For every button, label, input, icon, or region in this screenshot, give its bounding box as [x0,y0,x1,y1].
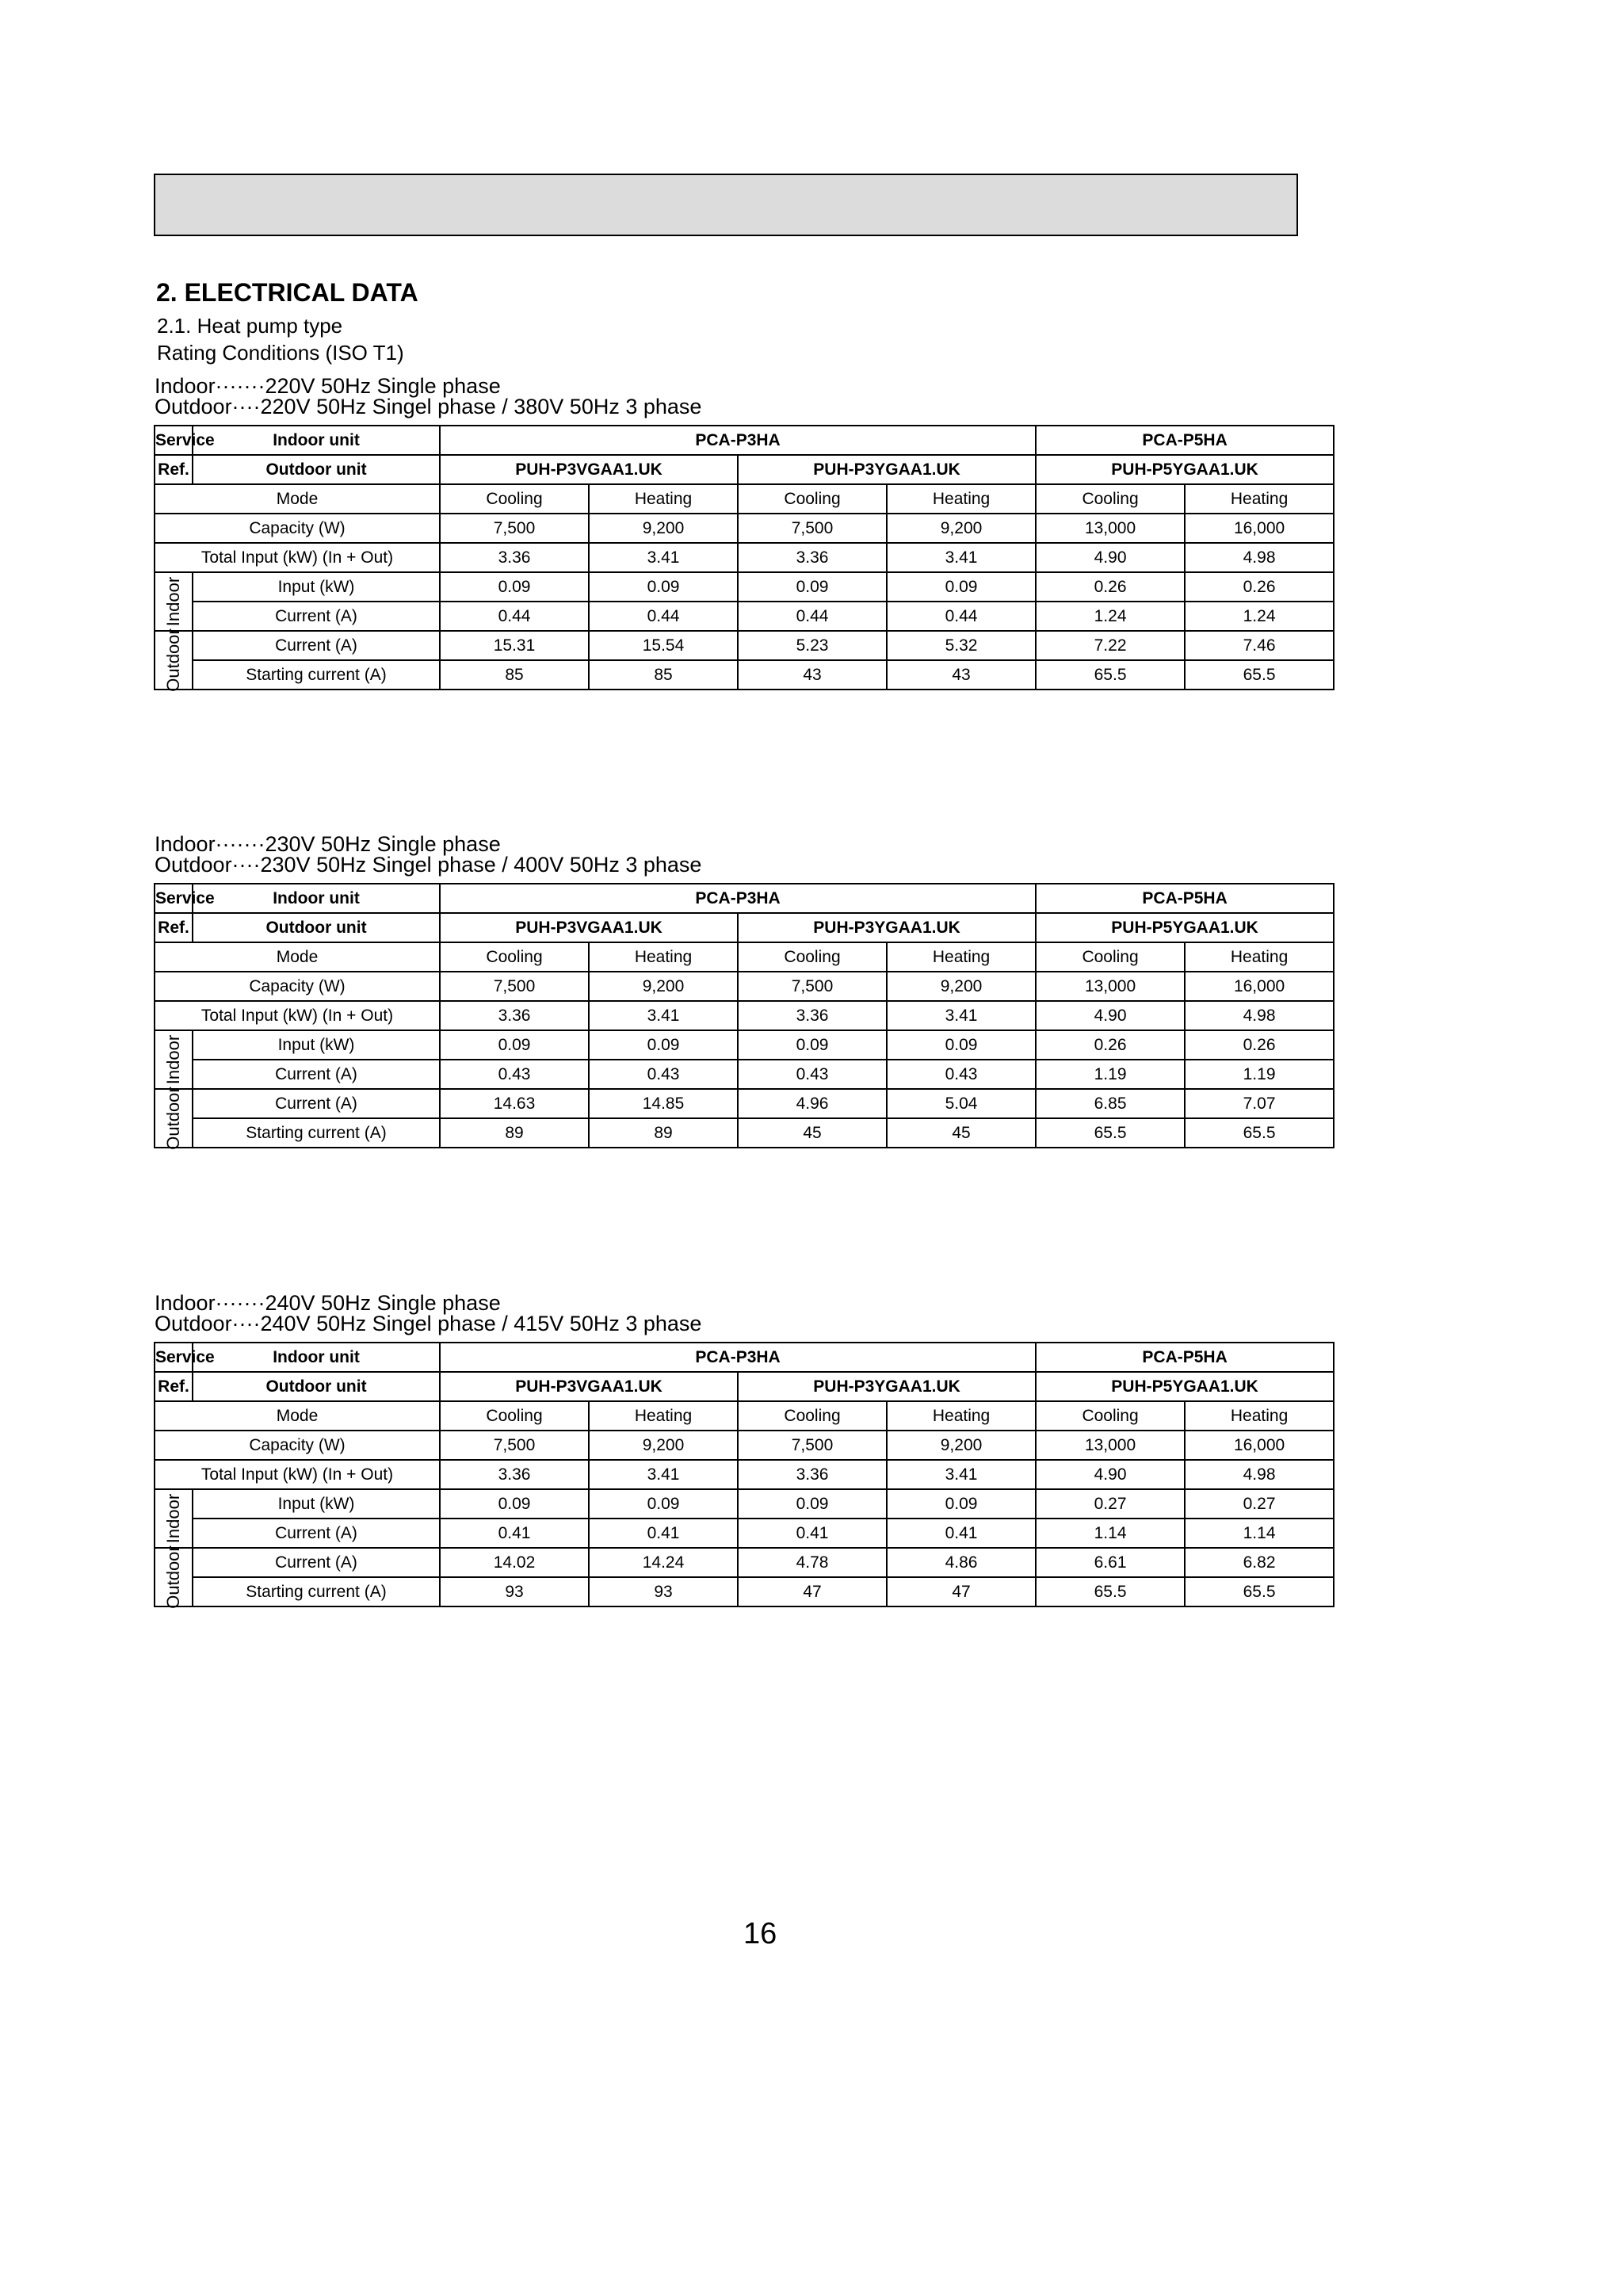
value-cell: 45 [738,1118,887,1148]
value-cell: 1.19 [1185,1060,1334,1089]
indoor-side-label [155,1489,193,1548]
value-cell: 9,200 [589,972,738,1001]
indoor-condition: Indoor·······220V 50Hz Single phase [155,374,501,398]
total-input-row [155,1001,1334,1030]
outdoor-condition: Outdoor····220V 50Hz Singel phase / 380V 50Hz 3 phase [155,395,702,418]
mode-row [155,942,1334,972]
value-cell: 4.96 [738,1089,887,1118]
value-cell: 1.14 [1185,1519,1334,1548]
electrical-data-table [154,1342,1335,1607]
value-cell: 7,500 [738,972,887,1001]
value-cell: 16,000 [1185,514,1334,543]
mode-cell: Heating [887,484,1036,514]
value-cell: 0.09 [738,1030,887,1060]
ref-label: Ref. [155,913,193,942]
indoor-side-text: Indoor [163,1034,183,1085]
capacity-row [155,1431,1334,1460]
value-cell: 1.24 [1036,602,1185,631]
ref-label: Ref. [155,1372,193,1401]
value-cell: 0.09 [440,1489,589,1519]
indoor-current-row-label: Current (A) [193,1060,440,1089]
value-cell: 3.41 [887,1460,1036,1489]
value-cell: 15.31 [440,631,589,660]
page-number: 16 [743,1917,777,1950]
starting-current-row-label: Starting current (A) [193,1118,440,1148]
value-cell: 9,200 [887,1431,1036,1460]
rating-condition-block [155,376,701,417]
value-cell: 7,500 [440,514,589,543]
value-cell: 6.61 [1036,1548,1185,1577]
value-cell: 5.32 [887,631,1036,660]
value-cell: 0.41 [738,1519,887,1548]
value-cell: 0.43 [589,1060,738,1089]
outdoor-unit-row [155,455,1334,484]
value-cell: 0.41 [440,1519,589,1548]
value-cell: 0.27 [1036,1489,1185,1519]
total-input-row-label: Total Input (kW) (In + Out) [155,543,440,572]
electrical-data-table [154,883,1335,1148]
outdoor-current-row [155,1548,1334,1577]
mode-cell: Cooling [738,1401,887,1431]
value-cell: 0.09 [589,572,738,602]
value-cell: 89 [589,1118,738,1148]
section-title: 2. ELECTRICAL DATA [156,278,418,307]
value-cell: 89 [440,1118,589,1148]
indoor-side-label [155,1030,193,1089]
value-cell: 0.26 [1185,1030,1334,1060]
outdoor-unit-row [155,913,1334,942]
outdoor-model: PUH-P3YGAA1.UK [738,1372,1036,1401]
outdoor-side-label [155,1089,193,1148]
value-cell: 3.36 [440,1001,589,1030]
outdoor-model: PUH-P5YGAA1.UK [1036,1372,1334,1401]
value-cell: 4.86 [887,1548,1036,1577]
outdoor-model: PUH-P3VGAA1.UK [440,913,738,942]
value-cell: 47 [887,1577,1036,1606]
starting-current-row [155,1577,1334,1606]
value-cell: 4.98 [1185,543,1334,572]
value-cell: 5.04 [887,1089,1036,1118]
starting-current-row [155,1118,1334,1148]
indoor-current-row [155,1060,1334,1089]
value-cell: 1.19 [1036,1060,1185,1089]
value-cell: 93 [440,1577,589,1606]
rating-condition-block [155,834,701,875]
value-cell: 15.54 [589,631,738,660]
total-input-row-label: Total Input (kW) (In + Out) [155,1001,440,1030]
value-cell: 0.09 [589,1489,738,1519]
mode-cell: Heating [1185,1401,1334,1431]
value-cell: 65.5 [1036,1118,1185,1148]
total-input-row [155,543,1334,572]
indoor-side-text: Indoor [163,1493,183,1544]
value-cell: 65.5 [1185,1577,1334,1606]
value-cell: 0.44 [440,602,589,631]
outdoor-current-row-label: Current (A) [193,631,440,660]
mode-cell: Cooling [440,942,589,972]
value-cell: 3.36 [440,1460,589,1489]
service-label: Service [155,884,193,913]
value-cell: 9,200 [589,514,738,543]
total-input-row [155,1460,1334,1489]
service-label: Service [155,426,193,455]
outdoor-unit-label: Outdoor unit [193,1372,440,1401]
outdoor-model: PUH-P5YGAA1.UK [1036,913,1334,942]
value-cell: 14.85 [589,1089,738,1118]
mode-label: Mode [155,1401,440,1431]
service-label: Service [155,1343,193,1372]
value-cell: 85 [589,660,738,690]
indoor-unit-row [155,884,1334,913]
indoor-input-row-label: Input (kW) [193,1030,440,1060]
value-cell: 7.22 [1036,631,1185,660]
outdoor-side-label [155,1545,193,1609]
capacity-row [155,972,1334,1001]
value-cell: 0.26 [1036,572,1185,602]
value-cell: 0.27 [1185,1489,1334,1519]
value-cell: 0.41 [589,1519,738,1548]
value-cell: 0.09 [738,572,887,602]
value-cell: 0.09 [887,1489,1036,1519]
rating-condition-block [155,1293,701,1334]
value-cell: 3.36 [738,1001,887,1030]
value-cell: 3.41 [589,1460,738,1489]
value-cell: 4.78 [738,1548,887,1577]
value-cell: 47 [738,1577,887,1606]
value-cell: 4.90 [1036,543,1185,572]
indoor-model: PCA-P5HA [1036,1343,1334,1372]
outdoor-unit-label: Outdoor unit [193,913,440,942]
value-cell: 16,000 [1185,1431,1334,1460]
value-cell: 7,500 [738,514,887,543]
value-cell: 7.07 [1185,1089,1334,1118]
outdoor-current-row-label: Current (A) [193,1548,440,1577]
value-cell: 0.26 [1036,1030,1185,1060]
indoor-model: PCA-P3HA [440,884,1036,913]
value-cell: 7,500 [440,1431,589,1460]
value-cell: 9,200 [589,1431,738,1460]
value-cell: 4.90 [1036,1460,1185,1489]
mode-cell: Cooling [738,942,887,972]
indoor-condition: Indoor·······230V 50Hz Single phase [155,832,501,856]
value-cell: 14.02 [440,1548,589,1577]
starting-current-row-label: Starting current (A) [193,660,440,690]
value-cell: 3.41 [589,543,738,572]
value-cell: 3.41 [887,1001,1036,1030]
indoor-current-row [155,602,1334,631]
value-cell: 6.82 [1185,1548,1334,1577]
value-cell: 3.36 [738,543,887,572]
indoor-unit-label: Indoor unit [193,1343,440,1372]
ref-label: Ref. [155,455,193,484]
mode-row [155,1401,1334,1431]
mode-row [155,484,1334,514]
value-cell: 65.5 [1036,1577,1185,1606]
value-cell: 0.43 [887,1060,1036,1089]
value-cell: 1.14 [1036,1519,1185,1548]
outdoor-model: PUH-P5YGAA1.UK [1036,455,1334,484]
indoor-input-row [155,1030,1334,1060]
indoor-unit-label: Indoor unit [193,884,440,913]
indoor-model: PCA-P5HA [1036,884,1334,913]
indoor-current-row [155,1519,1334,1548]
indoor-input-row-label: Input (kW) [193,572,440,602]
indoor-condition: Indoor·······240V 50Hz Single phase [155,1291,501,1315]
indoor-input-row-label: Input (kW) [193,1489,440,1519]
value-cell: 3.36 [738,1460,887,1489]
value-cell: 0.09 [440,572,589,602]
capacity-row [155,514,1334,543]
mode-cell: Cooling [440,484,589,514]
value-cell: 4.98 [1185,1460,1334,1489]
starting-current-row [155,660,1334,690]
capacity-row-label: Capacity (W) [155,1431,440,1460]
outdoor-model: PUH-P3YGAA1.UK [738,913,1036,942]
outdoor-current-row [155,631,1334,660]
outdoor-unit-row [155,1372,1334,1401]
outdoor-condition: Outdoor····240V 50Hz Singel phase / 415V 50Hz 3 phase [155,1312,702,1335]
value-cell: 43 [887,660,1036,690]
indoor-current-row-label: Current (A) [193,602,440,631]
value-cell: 7.46 [1185,631,1334,660]
indoor-input-row [155,1489,1334,1519]
value-cell: 0.44 [738,602,887,631]
value-cell: 43 [738,660,887,690]
value-cell: 14.24 [589,1548,738,1577]
value-cell: 16,000 [1185,972,1334,1001]
total-input-row-label: Total Input (kW) (In + Out) [155,1460,440,1489]
mode-cell: Cooling [738,484,887,514]
indoor-current-row-label: Current (A) [193,1519,440,1548]
electrical-data-table [154,425,1335,690]
value-cell: 0.26 [1185,572,1334,602]
mode-cell: Heating [887,1401,1036,1431]
outdoor-side-text: Outdoor [163,1545,183,1609]
value-cell: 9,200 [887,972,1036,1001]
outdoor-model: PUH-P3VGAA1.UK [440,1372,738,1401]
section-subtitle: 2.1. Heat pump type [157,314,343,338]
mode-cell: Heating [1185,484,1334,514]
indoor-unit-label: Indoor unit [193,426,440,455]
starting-current-row-label: Starting current (A) [193,1577,440,1606]
value-cell: 0.43 [738,1060,887,1089]
value-cell: 45 [887,1118,1036,1148]
indoor-input-row [155,572,1334,602]
mode-cell: Cooling [1036,484,1185,514]
mode-cell: Heating [589,1401,738,1431]
value-cell: 13,000 [1036,972,1185,1001]
mode-cell: Heating [589,942,738,972]
value-cell: 6.85 [1036,1089,1185,1118]
indoor-model: PCA-P5HA [1036,426,1334,455]
value-cell: 9,200 [887,514,1036,543]
indoor-model: PCA-P3HA [440,1343,1036,1372]
value-cell: 7,500 [738,1431,887,1460]
value-cell: 5.23 [738,631,887,660]
value-cell: 4.90 [1036,1001,1185,1030]
value-cell: 85 [440,660,589,690]
outdoor-side-text: Outdoor [163,628,183,692]
value-cell: 65.5 [1185,660,1334,690]
mode-cell: Heating [887,942,1036,972]
indoor-unit-row [155,1343,1334,1372]
value-cell: 13,000 [1036,1431,1185,1460]
mode-label: Mode [155,942,440,972]
value-cell: 0.09 [440,1030,589,1060]
value-cell: 3.36 [440,543,589,572]
outdoor-model: PUH-P3VGAA1.UK [440,455,738,484]
indoor-unit-row [155,426,1334,455]
rating-conditions: Rating Conditions (ISO T1) [157,341,404,365]
mode-cell: Cooling [440,1401,589,1431]
indoor-side-label [155,572,193,631]
value-cell: 14.63 [440,1089,589,1118]
outdoor-current-row-label: Current (A) [193,1089,440,1118]
value-cell: 0.09 [738,1489,887,1519]
value-cell: 7,500 [440,972,589,1001]
capacity-row-label: Capacity (W) [155,972,440,1001]
outdoor-side-text: Outdoor [163,1087,183,1150]
value-cell: 1.24 [1185,602,1334,631]
value-cell: 0.43 [440,1060,589,1089]
value-cell: 0.09 [887,572,1036,602]
indoor-side-text: Indoor [163,576,183,627]
mode-cell: Cooling [1036,942,1185,972]
mode-label: Mode [155,484,440,514]
outdoor-unit-label: Outdoor unit [193,455,440,484]
value-cell: 4.98 [1185,1001,1334,1030]
value-cell: 3.41 [887,543,1036,572]
value-cell: 0.09 [589,1030,738,1060]
outdoor-side-label [155,628,193,692]
value-cell: 0.41 [887,1519,1036,1548]
value-cell: 0.44 [589,602,738,631]
value-cell: 93 [589,1577,738,1606]
mode-cell: Heating [589,484,738,514]
indoor-model: PCA-P3HA [440,426,1036,455]
value-cell: 0.44 [887,602,1036,631]
value-cell: 0.09 [887,1030,1036,1060]
value-cell: 3.41 [589,1001,738,1030]
header-bar [154,174,1298,236]
mode-cell: Cooling [1036,1401,1185,1431]
value-cell: 65.5 [1036,660,1185,690]
value-cell: 13,000 [1036,514,1185,543]
outdoor-model: PUH-P3YGAA1.UK [738,455,1036,484]
capacity-row-label: Capacity (W) [155,514,440,543]
value-cell: 65.5 [1185,1118,1334,1148]
outdoor-condition: Outdoor····230V 50Hz Singel phase / 400V 50Hz 3 phase [155,853,702,877]
outdoor-current-row [155,1089,1334,1118]
mode-cell: Heating [1185,942,1334,972]
